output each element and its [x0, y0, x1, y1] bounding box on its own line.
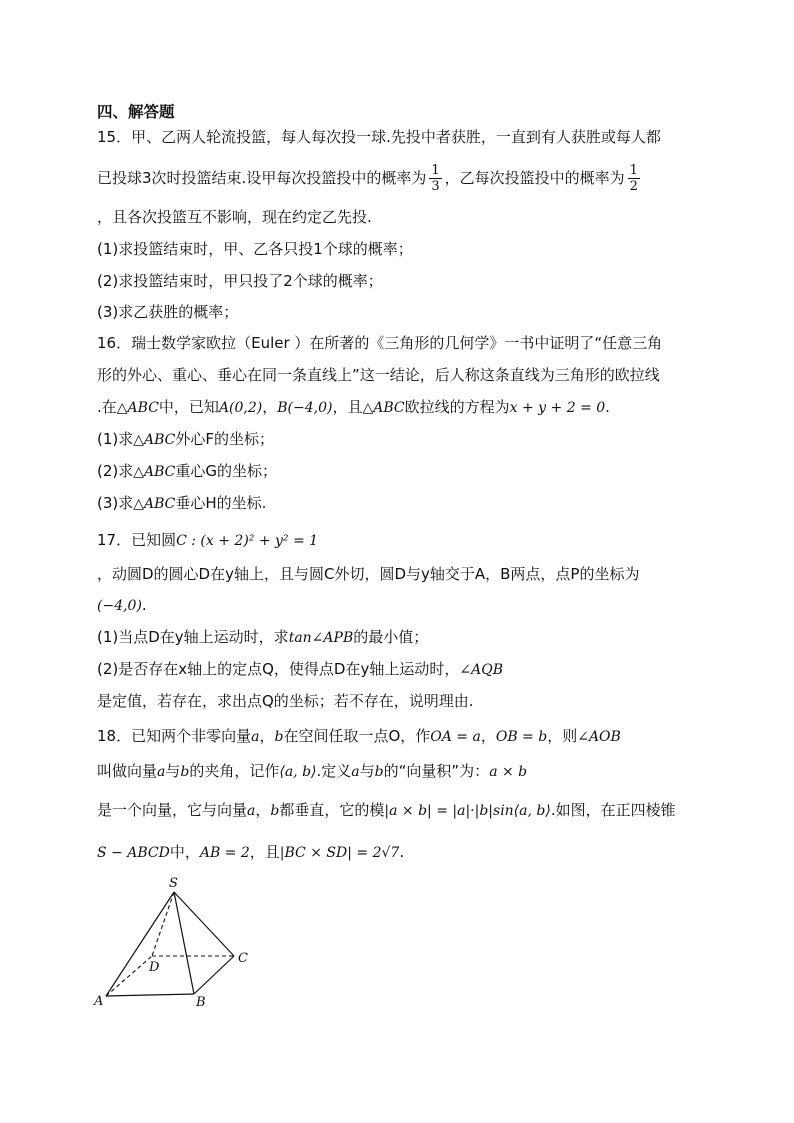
point-b: B(−4,0)	[277, 400, 333, 416]
q18-line-4: S − ABCD中，AB = 2，且|BC × SD| = 2√7.	[97, 843, 405, 861]
q18-line-1: 18．已知两个非零向量a，b在空间任取一点O，作OA = a，OB = b，则∠AOB	[97, 727, 621, 745]
edge-sa	[106, 892, 174, 996]
q17-part-2: (2)是否存在x轴上的定点Q，使得点D在y轴上运动时，∠AQB	[97, 660, 503, 678]
section-title: 四、解答题	[97, 103, 175, 121]
label-s: S	[169, 876, 178, 891]
edge-ab	[106, 994, 194, 996]
q15-part-2: (2)求投篮结束时，甲只投了2个球的概率；	[97, 272, 383, 290]
q17-line-3: (−4,0).	[97, 596, 147, 614]
euler-line-equation: x + y + 2 = 0	[509, 400, 606, 416]
q16-part-1: (1)求△ABC外心F的坐标；	[97, 430, 275, 448]
q17-line-2: ，动圆D的圆心D在y轴上，且与圆C外切，圆D与y轴交于A，B两点，点P的坐标为	[97, 565, 640, 583]
point-p: (−4,0)	[97, 598, 142, 614]
triangle-abc: △ABC	[362, 400, 405, 416]
triangle-abc: △ABC	[116, 400, 159, 416]
edge-sc	[174, 892, 234, 956]
edge-bc	[194, 956, 234, 994]
label-c: C	[238, 951, 248, 966]
label-b: B	[196, 995, 206, 1010]
pyramid-figure	[92, 874, 272, 1016]
q15-text: 已投球3次时投篮结束.设甲每次投篮投中的概率为	[97, 169, 427, 187]
q15-line-3: ，且各次投篮互不影响，现在约定乙先投.	[97, 208, 372, 226]
q15-part-1: (1)求投篮结束时，甲、乙各只投1个球的概率；	[97, 240, 413, 258]
q15-part-3: (3)求乙获胜的概率；	[97, 303, 239, 321]
q16-line-2: 形的外心、重心、垂心在同一条直线上”这一结论，后人称这条直线为三角形的欧拉线	[97, 366, 660, 384]
fraction-one-third: $\frac{1}{3}$	[431, 163, 440, 194]
q15-line-1: 15．甲、乙两人轮流投篮，每人每次投一球.先投中者获胜，一直到有人获胜或每人都	[97, 128, 661, 146]
point-a: A(0,2)	[218, 400, 263, 416]
q18-line-3: 是一个向量，它与向量a，b都垂直，它的模|a × b| = |a|·|b|sin⟨a, b⟩.如图，在正四棱锥	[97, 801, 676, 819]
q17-part-1: (1)当点D在y轴上运动时，求tan∠APB的最小值；	[97, 628, 429, 646]
q15-text: ，乙每次投篮投中的概率为	[444, 169, 625, 187]
q16-part-2: (2)求△ABC重心G的坐标；	[97, 462, 278, 480]
fraction-one-half: $\frac{1}{2}$	[629, 163, 638, 194]
edge-ad-hidden	[106, 956, 152, 996]
edge-sd-hidden	[152, 892, 174, 956]
circle-c-equation: C : (x + 2)² + y² = 1	[176, 533, 319, 549]
label-d: D	[149, 960, 160, 975]
q16-line-3: .在△ABC中，已知A(0,2)，B(−4,0)，且△ABC欧拉线的方程为x + y + 2 = 0.	[97, 398, 610, 416]
q16-line-1: 16．瑞士数学家欧拉（Euler ）在所著的《三角形的几何学》一书中证明了“任意三角	[97, 334, 663, 352]
q16-part-3: (3)求△ABC垂心H的坐标.	[97, 494, 267, 512]
edge-sb	[174, 892, 194, 994]
q17-line-6: 是定值，若存在，求出点Q的坐标；若不存在，说明理由.	[97, 692, 474, 710]
label-a: A	[94, 994, 104, 1009]
q17-line-1: 17．已知圆C : (x + 2)² + y² = 1	[97, 531, 319, 549]
q15-line-2	[97, 163, 717, 194]
q18-line-2: 叫做向量a与b的夹角，记作⟨a, b⟩.定义a与b的“向量积”为：a × b	[97, 762, 528, 780]
